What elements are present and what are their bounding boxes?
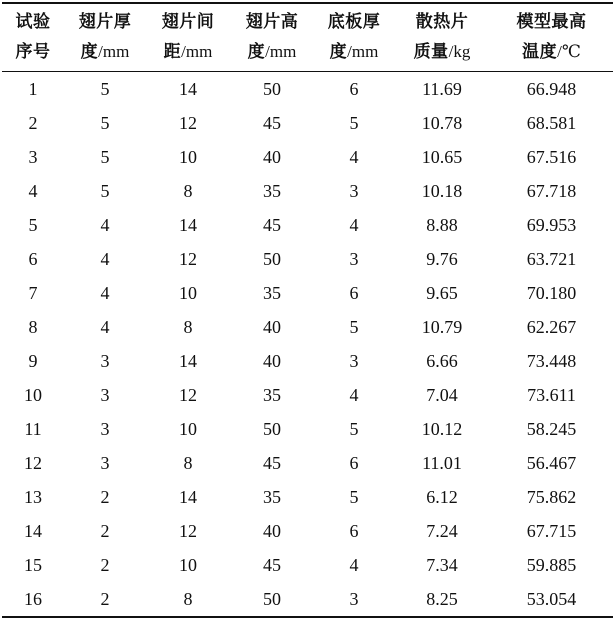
table-row: [2, 446, 613, 480]
base-thickness-cell: 5: [349, 316, 359, 337]
table-row: [2, 548, 613, 582]
base-thickness-cell: 4: [349, 214, 359, 235]
base-thickness-cell: 3: [314, 582, 394, 617]
fin-spacing-cell: 14: [179, 214, 197, 235]
trial-no-cell: 7: [28, 282, 38, 303]
max-temperature-cell: 67.715: [526, 520, 577, 541]
fin-thickness-cell: 5: [100, 146, 110, 167]
trial-no-cell: 16: [2, 582, 64, 617]
table-row: [2, 174, 613, 208]
heatsink-mass-cell: 8.88: [426, 214, 458, 235]
base-thickness-cell: 3: [349, 180, 359, 201]
fin-spacing-cell: 10: [179, 146, 197, 167]
fin-thickness-cell: 3: [100, 350, 110, 371]
max-temperature-cell: 66.948: [526, 78, 577, 99]
fin-spacing-cell: 8: [183, 316, 193, 337]
max-temperature-cell: 62.267: [526, 316, 577, 337]
fin-spacing-cell: 12: [179, 112, 197, 133]
table-row: [2, 72, 613, 107]
fin-thickness-cell: 2: [100, 520, 110, 541]
fin-spacing-cell: 8: [183, 180, 193, 201]
table-header: [2, 3, 613, 72]
heatsink-mass-cell: 10.12: [421, 418, 463, 439]
fin-thickness-cell: 4: [100, 214, 110, 235]
base-thickness-cell: 6: [349, 78, 359, 99]
table-row: [2, 412, 613, 446]
fin-height-cell: 35: [263, 486, 281, 507]
header-line1: 散热片: [415, 12, 469, 32]
fin-thickness-cell: 2: [100, 486, 110, 507]
max-temperature-cell: 68.581: [526, 112, 577, 133]
header-line1: 翅片厚: [78, 12, 132, 32]
heatsink-mass-cell: 7.24: [426, 520, 458, 541]
fin-spacing-cell: 14: [179, 486, 197, 507]
table-row: [2, 242, 613, 276]
header-line1: 翅片间: [161, 12, 215, 32]
header-max-temperature: [490, 3, 613, 72]
fin-height-cell: 50: [263, 418, 281, 439]
trial-no-cell: 5: [28, 214, 38, 235]
fin-height-cell: 35: [263, 384, 281, 405]
trial-no-cell: 11: [24, 418, 42, 439]
fin-spacing-cell: 8: [183, 452, 193, 473]
heatsink-mass-cell: 7.04: [426, 384, 458, 405]
fin-thickness-cell: 5: [100, 112, 110, 133]
header-trial-no: [2, 3, 64, 72]
fin-thickness-cell: 3: [100, 452, 110, 473]
header-unit: /℃: [557, 42, 581, 61]
fin-height-cell: 50: [230, 582, 314, 617]
header-line2: 距: [163, 42, 182, 62]
header-line2: 度: [247, 42, 266, 62]
trial-no-cell: 15: [24, 554, 42, 575]
header-unit: /mm: [265, 42, 297, 61]
fin-spacing-cell: 14: [179, 78, 197, 99]
max-temperature-cell: 63.721: [526, 248, 577, 269]
fin-height-cell: 45: [263, 452, 281, 473]
header-line2: 序号: [15, 42, 51, 62]
max-temperature-cell: 75.862: [526, 486, 577, 507]
heatsink-mass-cell: 9.76: [426, 248, 458, 269]
header-unit: /mm: [347, 42, 379, 61]
base-thickness-cell: 5: [349, 418, 359, 439]
trial-no-cell: 2: [28, 112, 38, 133]
header-fin-height: [230, 3, 314, 72]
heatsink-mass-cell: 7.34: [426, 554, 458, 575]
header-line1: 底板厚: [327, 12, 381, 32]
table-row: [2, 514, 613, 548]
trial-no-cell: 1: [28, 78, 38, 99]
table-row: [2, 310, 613, 344]
heatsink-mass-cell: 10.78: [421, 112, 463, 133]
heatsink-mass-cell: 11.01: [422, 452, 462, 473]
trial-no-cell: 8: [28, 316, 38, 337]
heatsink-mass-cell: 10.65: [421, 146, 463, 167]
fin-spacing-cell: 10: [179, 418, 197, 439]
base-thickness-cell: 4: [349, 384, 359, 405]
trial-no-cell: 12: [24, 452, 42, 473]
header-row: [2, 3, 613, 72]
header-unit: /kg: [448, 42, 471, 61]
base-thickness-cell: 3: [349, 248, 359, 269]
fin-height-cell: 50: [263, 78, 281, 99]
header-line2: 温度: [522, 42, 558, 62]
fin-height-cell: 45: [263, 214, 281, 235]
header-heatsink-mass: [394, 3, 490, 72]
max-temperature-cell: 58.245: [526, 418, 577, 439]
header-line1: 翅片高: [245, 12, 299, 32]
heatsink-mass-cell: 9.65: [426, 282, 458, 303]
max-temperature-cell: 53.054: [490, 582, 613, 617]
fin-spacing-cell: 14: [179, 350, 197, 371]
table-row: [2, 140, 613, 174]
experiment-results-table: [2, 2, 613, 618]
header-line2: 质量: [413, 42, 449, 62]
fin-thickness-cell: 4: [100, 316, 110, 337]
fin-spacing-cell: 12: [179, 520, 197, 541]
heatsink-mass-cell: 6.66: [426, 350, 458, 371]
fin-thickness-cell: 4: [100, 282, 110, 303]
trial-no-cell: 10: [24, 384, 42, 405]
base-thickness-cell: 5: [349, 112, 359, 133]
base-thickness-cell: 3: [349, 350, 359, 371]
trial-no-cell: 3: [28, 146, 38, 167]
max-temperature-cell: 67.516: [526, 146, 577, 167]
max-temperature-cell: 59.885: [526, 554, 577, 575]
fin-height-cell: 45: [263, 112, 281, 133]
fin-spacing-cell: 10: [179, 554, 197, 575]
max-temperature-cell: 56.467: [526, 452, 577, 473]
fin-thickness-cell: 2: [64, 582, 146, 617]
heatsink-mass-cell: 8.25: [394, 582, 490, 617]
header-line2: 度: [80, 42, 99, 62]
fin-thickness-cell: 2: [100, 554, 110, 575]
base-thickness-cell: 6: [349, 452, 359, 473]
fin-thickness-cell: 3: [100, 384, 110, 405]
heatsink-mass-cell: 10.79: [421, 316, 463, 337]
trial-no-cell: 6: [28, 248, 38, 269]
header-line2: 度: [329, 42, 348, 62]
trial-no-cell: 9: [28, 350, 38, 371]
base-thickness-cell: 6: [349, 282, 359, 303]
table-row: [2, 208, 613, 242]
trial-no-cell: 14: [24, 520, 42, 541]
table-body: [2, 72, 613, 618]
max-temperature-cell: 67.718: [526, 180, 577, 201]
fin-height-cell: 40: [263, 316, 281, 337]
fin-spacing-cell: 10: [179, 282, 197, 303]
max-temperature-cell: 73.448: [526, 350, 577, 371]
max-temperature-cell: 70.180: [526, 282, 577, 303]
table-row: [2, 582, 613, 617]
max-temperature-cell: 73.611: [527, 384, 576, 405]
fin-spacing-cell: 12: [179, 384, 197, 405]
table-row: [2, 106, 613, 140]
header-line1: 试验: [15, 12, 51, 32]
fin-height-cell: 50: [263, 248, 281, 269]
fin-height-cell: 45: [263, 554, 281, 575]
heatsink-mass-cell: 10.18: [421, 180, 463, 201]
fin-thickness-cell: 5: [100, 78, 110, 99]
header-unit: /mm: [98, 42, 130, 61]
fin-height-cell: 40: [263, 350, 281, 371]
trial-no-cell: 4: [28, 180, 38, 201]
fin-thickness-cell: 4: [100, 248, 110, 269]
table-row: [2, 480, 613, 514]
table-row: [2, 344, 613, 378]
fin-thickness-cell: 5: [100, 180, 110, 201]
fin-spacing-cell: 12: [179, 248, 197, 269]
header-fin-thickness: [64, 3, 146, 72]
fin-height-cell: 40: [263, 520, 281, 541]
header-fin-spacing: [146, 3, 230, 72]
fin-thickness-cell: 3: [100, 418, 110, 439]
heatsink-mass-cell: 6.12: [426, 486, 458, 507]
base-thickness-cell: 5: [349, 486, 359, 507]
header-unit: /mm: [181, 42, 213, 61]
trial-no-cell: 13: [24, 486, 42, 507]
base-thickness-cell: 4: [349, 554, 359, 575]
fin-spacing-cell: 8: [146, 582, 230, 617]
table-row: [2, 276, 613, 310]
heatsink-mass-cell: 11.69: [422, 78, 462, 99]
fin-height-cell: 40: [263, 146, 281, 167]
base-thickness-cell: 4: [349, 146, 359, 167]
max-temperature-cell: 69.953: [526, 214, 577, 235]
header-base-thickness: [314, 3, 394, 72]
base-thickness-cell: 6: [349, 520, 359, 541]
fin-height-cell: 35: [263, 180, 281, 201]
table-row: [2, 378, 613, 412]
header-line1: 模型最高: [516, 12, 587, 32]
fin-height-cell: 35: [263, 282, 281, 303]
